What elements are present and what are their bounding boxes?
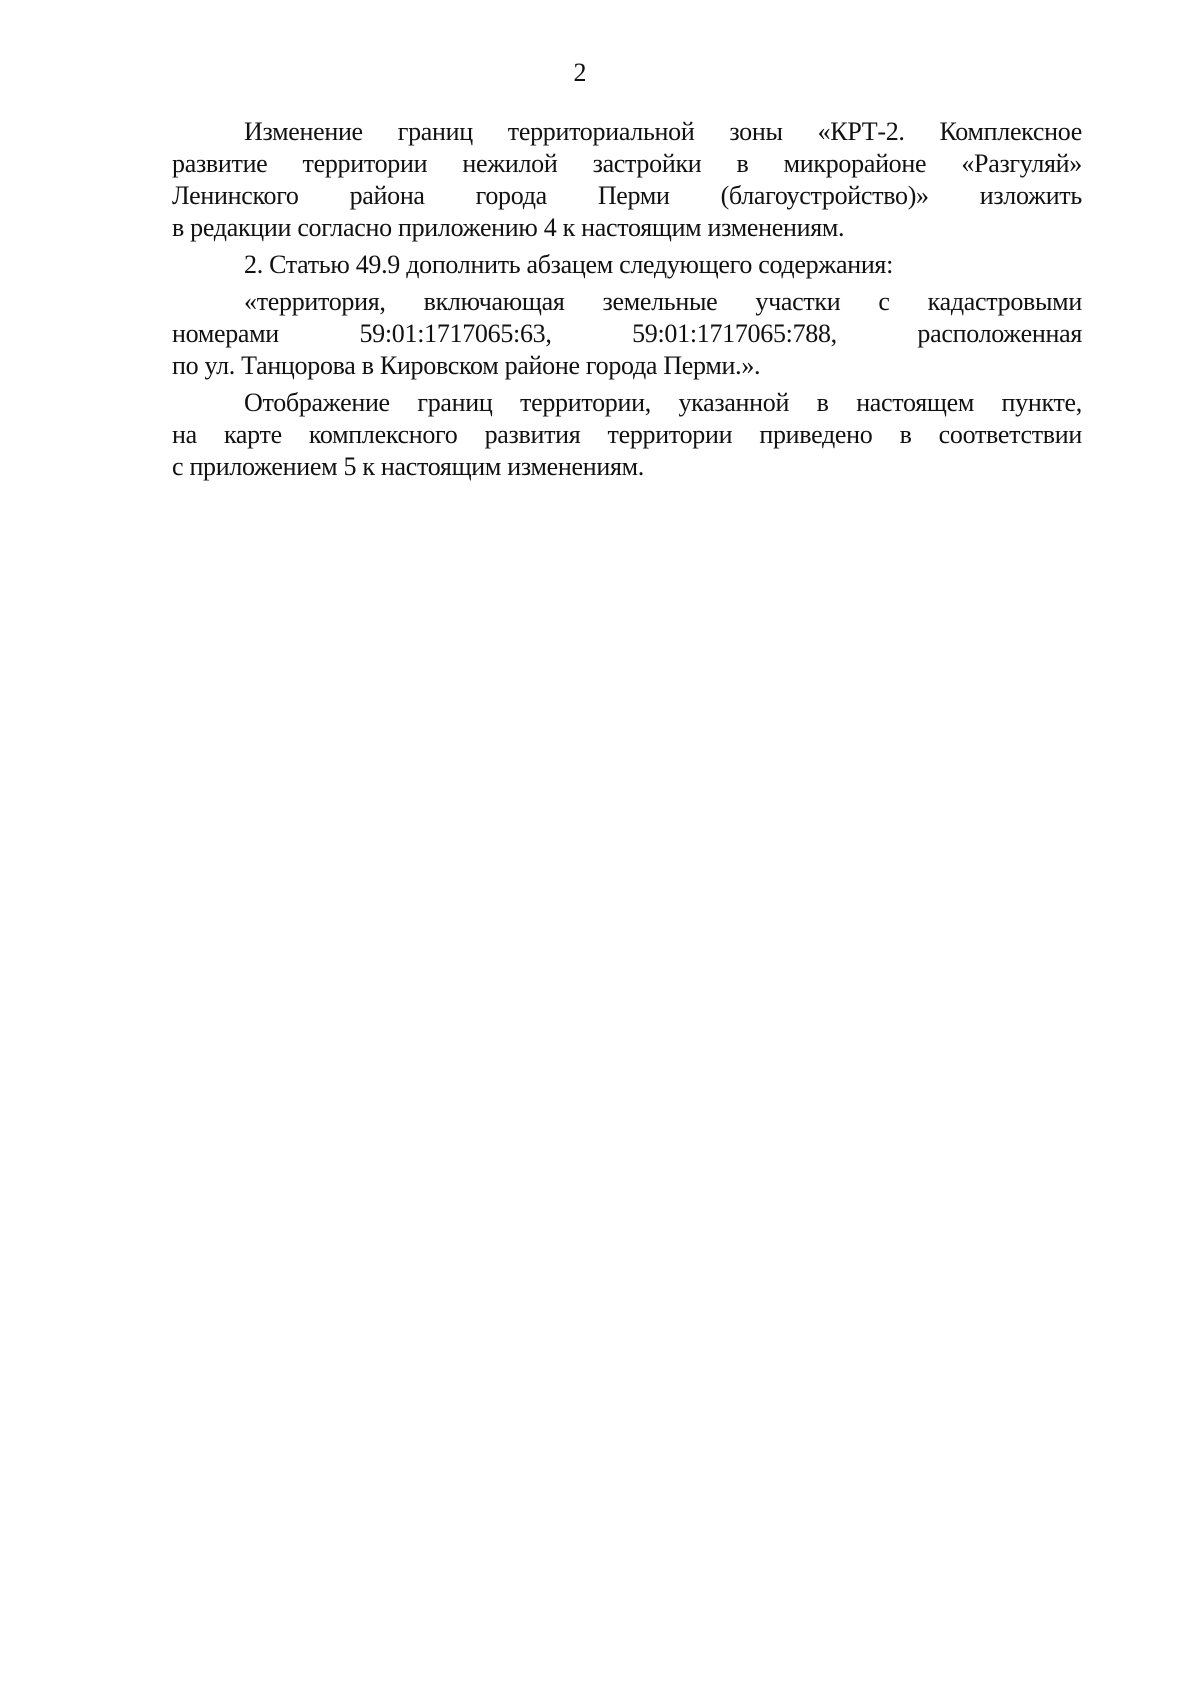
document-body xyxy=(172,116,1082,488)
paragraph xyxy=(172,249,1082,281)
page-number: 2 xyxy=(573,58,587,87)
text-line: 2. Статью 49.9 дополнить абзацем следующего содержания: xyxy=(244,250,894,279)
text-line: Изменение границ территориальной зоны «КРТ-2. Комплексное xyxy=(244,117,1082,146)
paragraph xyxy=(172,116,1082,244)
text-line: развитие территории нежилой застройки в микрорайоне «Разгуляй» xyxy=(172,149,1082,178)
text-line: Ленинского района города Перми (благоустройство)» изложить xyxy=(172,181,1082,210)
text-line: по ул. Танцорова в Кировском районе города Перми.». xyxy=(172,351,761,380)
text-line: «территория, включающая земельные участки с кадастровыми xyxy=(244,287,1082,316)
paragraph xyxy=(172,286,1082,382)
text-line: на карте комплексного развития территории приведено в соответствии xyxy=(172,420,1082,449)
text-line: в редакции согласно приложению 4 к настоящим изменениям. xyxy=(172,213,845,242)
paragraph xyxy=(172,387,1082,483)
text-line: номерами 59:01:1717065:63, 59:01:1717065:788, расположенная xyxy=(172,319,1082,348)
text-line: Отображение границ территории, указанной в настоящем пункте, xyxy=(244,388,1082,417)
text-line: с приложением 5 к настоящим изменениям. xyxy=(172,452,644,481)
